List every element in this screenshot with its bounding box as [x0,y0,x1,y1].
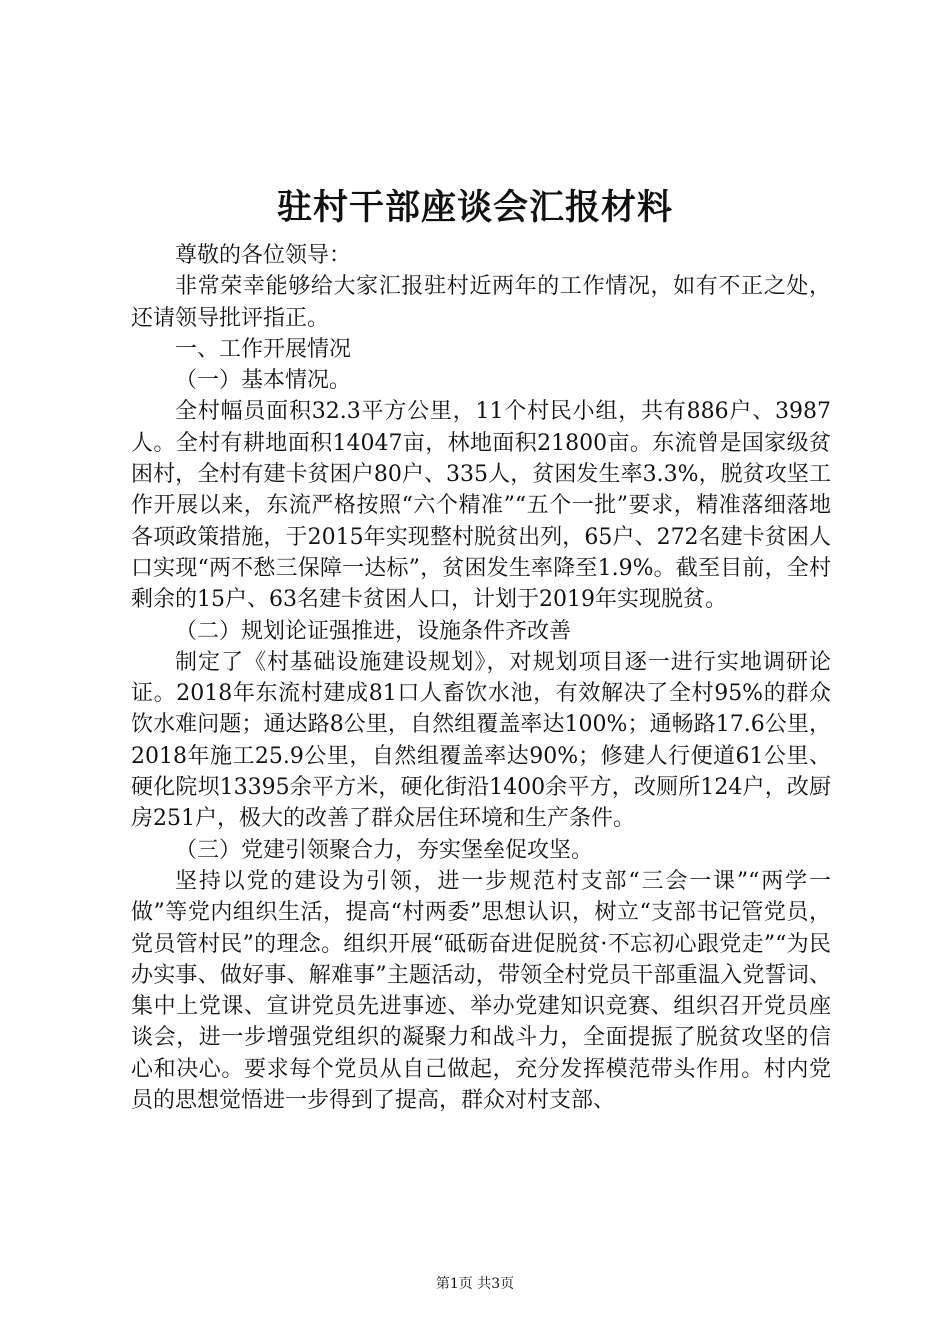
page-footer: 第1页 共3页 [435,1276,515,1292]
paragraph-basic-situation: 全村幅员面积32.3平方公里，11个村民小组，共有886户、3987人。全村有耕地面积14047亩，林地面积21800亩。东流曾是国家级贫困村，全村有建卡贫困户80户、335人，贫困发生率3.3%，脱贫攻坚工作开展以来，东流严格按照“六个精准”“五个一批”要求，精准落细落地各项政策措施，于2015年实现整村脱贫出列，65户、272名建卡贫困人口实现“两不愁三保障一达标”，贫困发生率降至1.9%。截至目前，全村剩余的15户、63名建卡贫困人口，计划于2019年实现脱贫。 [131,399,831,613]
section-heading-1: 一、工作开展情况 [175,336,352,362]
paragraph-intro: 非常荣幸能够给大家汇报驻村近两年的工作情况，如有不正之处，还请领导批评指正。 [131,274,831,331]
paragraph-infrastructure: 制定了《村基础设施建设规划》，对规划项目逐一进行实地调研论证。2018年东流村建成81口人畜饮水池，有效解决了全村95%的群众饮水难问题；通达路8公里，自然组覆盖率达100%；通畅路17.6公里，2018年施工25.9公里，自然组覆盖率达90%；修建人行便道61公里、硬化院坝13395余平方米，硬化街沿1400余平方，改厕所124户，改厨房251户，极大的改善了群众居住环境和生产条件。 [131,649,831,832]
document-title: 驻村干部座谈会汇报材料 [276,187,673,228]
subsection-heading-1: （一）基本情况。 [175,368,352,394]
subsection-heading-3: （三）党建引领聚合力，夯实堡垒促攻坚。 [175,837,594,863]
paragraph-party-building: 坚持以党的建设为引领，进一步规范村支部“三会一课”“两学一做”等党内组织生活，提高“村两委”思想认识，树立“支部书记管党员，党员管村民”的理念。组织开展“砥砺奋进促脱贫·不忘初心跟党走”“为民办实事、做好事、解难事”主题活动，带领全村党员干部重温入党誓词、集中上党课、宣讲党员先进事迹、举办党建知识竞赛、组织召开党员座谈会，进一步增强党组织的凝聚力和战斗力，全面提振了脱贫攻坚的信心和决心。要求每个党员从自己做起，充分发挥模范带头作用。村内党员的思想觉悟进一步得到了提高，群众对村支部、 [131,868,831,1114]
document-body [131,240,831,1116]
paragraph-salutation: 尊敬的各位领导： [175,243,352,268]
subsection-heading-2: （二）规划论证强推进，设施条件齐改善 [175,618,572,644]
